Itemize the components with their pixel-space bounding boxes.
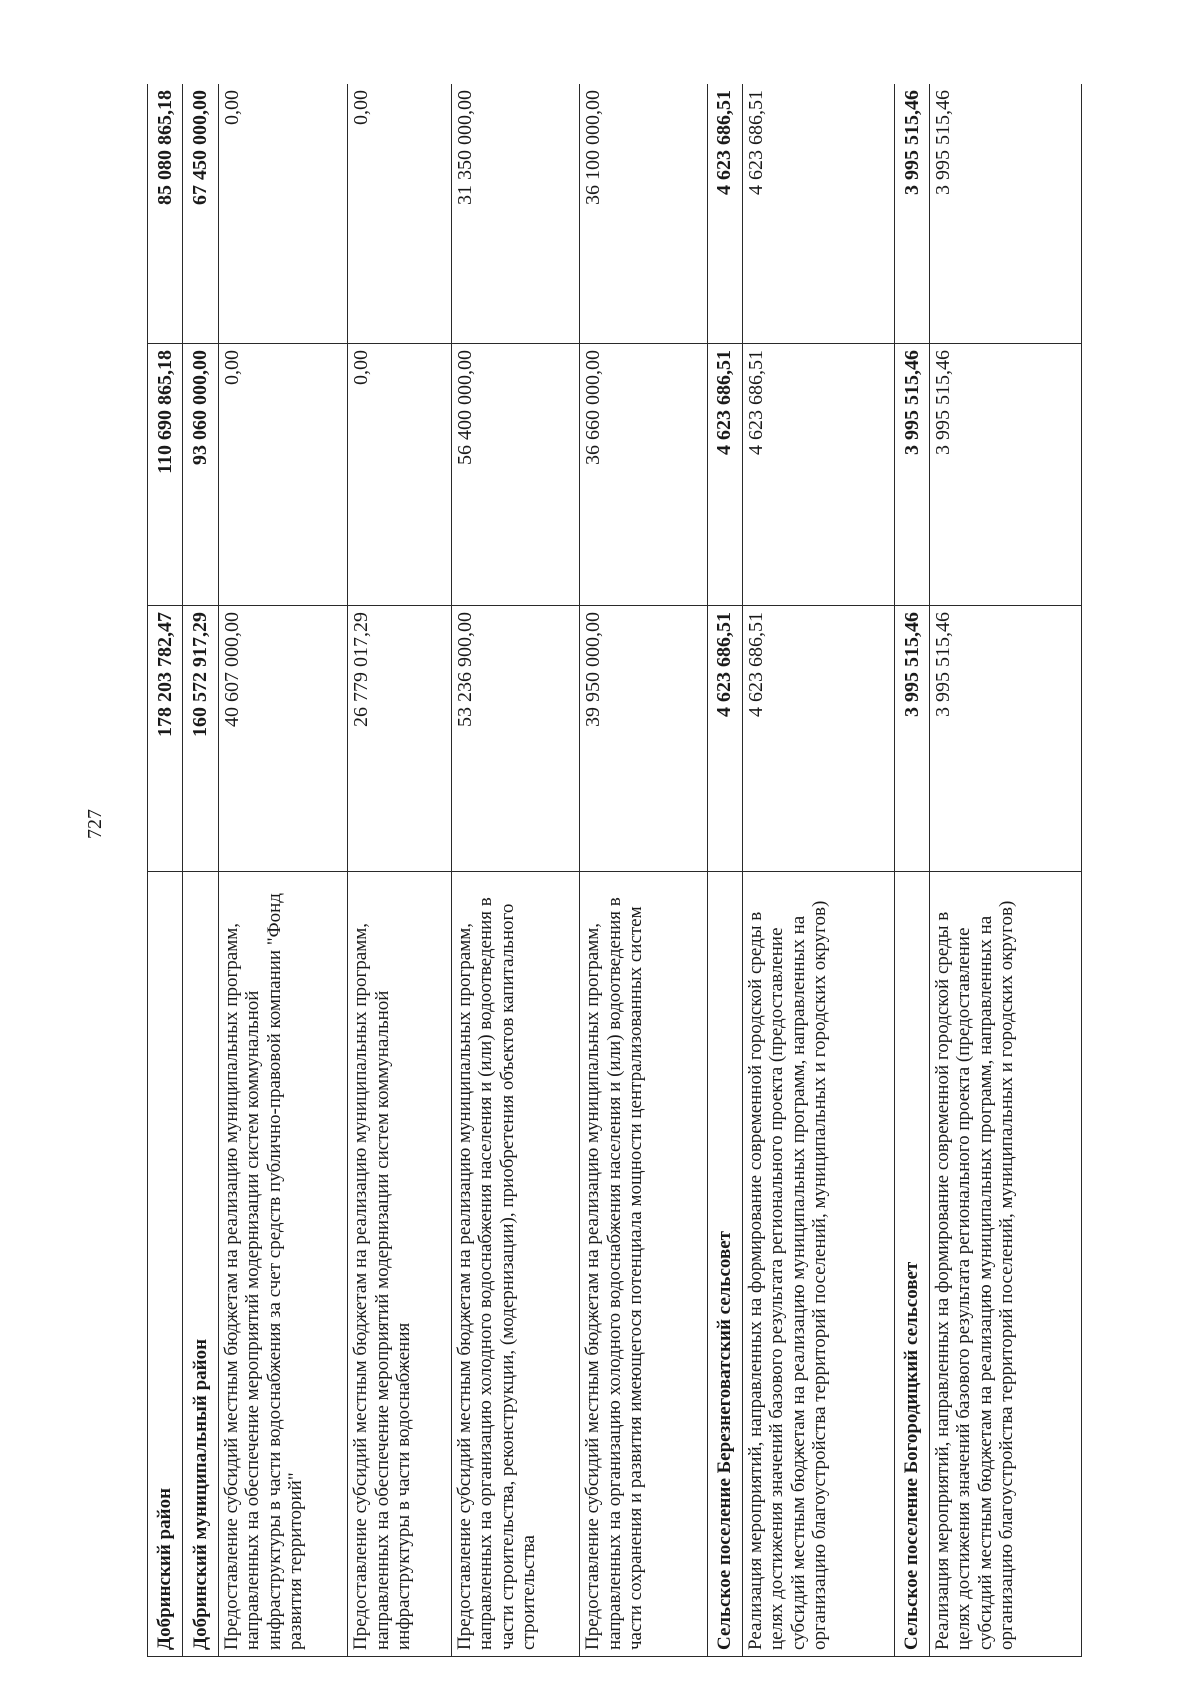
row-value-2: 0,00 — [348, 344, 452, 606]
row-value-1: 26 779 017,29 — [348, 606, 452, 872]
rotated-table-canvas — [147, 84, 1082, 1657]
page-number: 727 — [84, 809, 106, 839]
row-value-1: 3 995 515,46 — [930, 606, 1082, 872]
table-row-settlement-bereznegovatsky — [707, 84, 742, 1657]
row-value-3: 67 450 000,00 — [183, 84, 218, 344]
row-value-1: 4 623 686,51 — [707, 606, 742, 872]
table-row — [218, 84, 347, 1657]
row-name: Предоставление субсидий местным бюджетам на реализацию муниципальных программ, направленных на организацию холодного водоснабжения населения и (или) водоотведения в части строительства, реконструкции, (модернизации), приобретения объектов капитального строительства — [451, 872, 579, 1657]
row-value-2: 56 400 000,00 — [451, 344, 579, 606]
row-value-2: 4 623 686,51 — [707, 344, 742, 606]
row-value-2: 93 060 000,00 — [183, 344, 218, 606]
row-value-2: 4 623 686,51 — [742, 344, 894, 606]
table-row — [348, 84, 452, 1657]
row-value-2: 36 660 000,00 — [580, 344, 707, 606]
rotated-table-wrapper — [147, 84, 1082, 1657]
row-value-2: 3 995 515,46 — [894, 344, 929, 606]
row-value-1: 40 607 000,00 — [218, 606, 347, 872]
table-row-municipal-district — [183, 84, 218, 1657]
table-row-settlement-bogoroditsky — [894, 84, 929, 1657]
row-value-1: 53 236 900,00 — [451, 606, 579, 872]
row-value-3: 0,00 — [218, 84, 347, 344]
row-value-3: 36 100 000,00 — [580, 84, 707, 344]
table-row-district — [148, 84, 183, 1657]
row-value-2: 0,00 — [218, 344, 347, 606]
row-name: Предоставление субсидий местным бюджетам на реализацию муниципальных программ, направленных на обеспечение мероприятий модернизации систем коммунальной инфраструктуры в части водоснабжения — [348, 872, 452, 1657]
row-name: Предоставление субсидий местным бюджетам на реализацию муниципальных программ, направленных на обеспечение мероприятий модернизации систем коммунальной инфраструктуры в части водоснабжения за счет средств публично-правовой компании "Фонд развития территорий" — [218, 872, 347, 1657]
row-value-1: 178 203 782,47 — [148, 606, 183, 872]
row-value-3: 85 080 865,18 — [148, 84, 183, 344]
table-row — [451, 84, 579, 1657]
row-value-3: 3 995 515,46 — [894, 84, 929, 344]
row-name: Добринский район — [148, 872, 183, 1657]
row-value-3: 31 350 000,00 — [451, 84, 579, 344]
table-row — [930, 84, 1082, 1657]
table-row — [580, 84, 707, 1657]
row-value-3: 3 995 515,46 — [930, 84, 1082, 344]
table-row — [742, 84, 894, 1657]
row-value-3: 4 623 686,51 — [707, 84, 742, 344]
row-value-1: 4 623 686,51 — [742, 606, 894, 872]
row-value-2: 110 690 865,18 — [148, 344, 183, 606]
row-name: Добринский муниципальный район — [183, 872, 218, 1657]
row-name: Предоставление субсидий местным бюджетам на реализацию муниципальных программ, направленных на организацию холодного водоснабжения населения и (или) водоотведения в части сохранения и развития имеющегося потенциала мощности централизованных систем — [580, 872, 707, 1657]
row-value-3: 4 623 686,51 — [742, 84, 894, 344]
row-name: Реализация мероприятий, направленных на формирование современной городской среды в целях достижения значений базового результата регионального проекта (предоставление субсидий местным бюджетам на реализацию муниципальных программ, направленных на организацию благоустройства территорий поселений, муниципальных и городских округов) — [930, 872, 1082, 1657]
row-name: Сельское поселение Березнеговатский сельсовет — [707, 872, 742, 1657]
row-name: Сельское поселение Богородицкий сельсовет — [894, 872, 929, 1657]
row-value-1: 160 572 917,29 — [183, 606, 218, 872]
row-value-2: 3 995 515,46 — [930, 344, 1082, 606]
row-value-1: 39 950 000,00 — [580, 606, 707, 872]
row-value-3: 0,00 — [348, 84, 452, 344]
row-value-1: 3 995 515,46 — [894, 606, 929, 872]
budget-table — [147, 84, 1082, 1657]
row-name: Реализация мероприятий, направленных на формирование современной городской среды в целях достижения значений базового результата регионального проекта (предоставление субсидий местным бюджетам на реализацию муниципальных программ, направленных на организацию благоустройства территорий поселений, муниципальных и городских округов) — [742, 872, 894, 1657]
